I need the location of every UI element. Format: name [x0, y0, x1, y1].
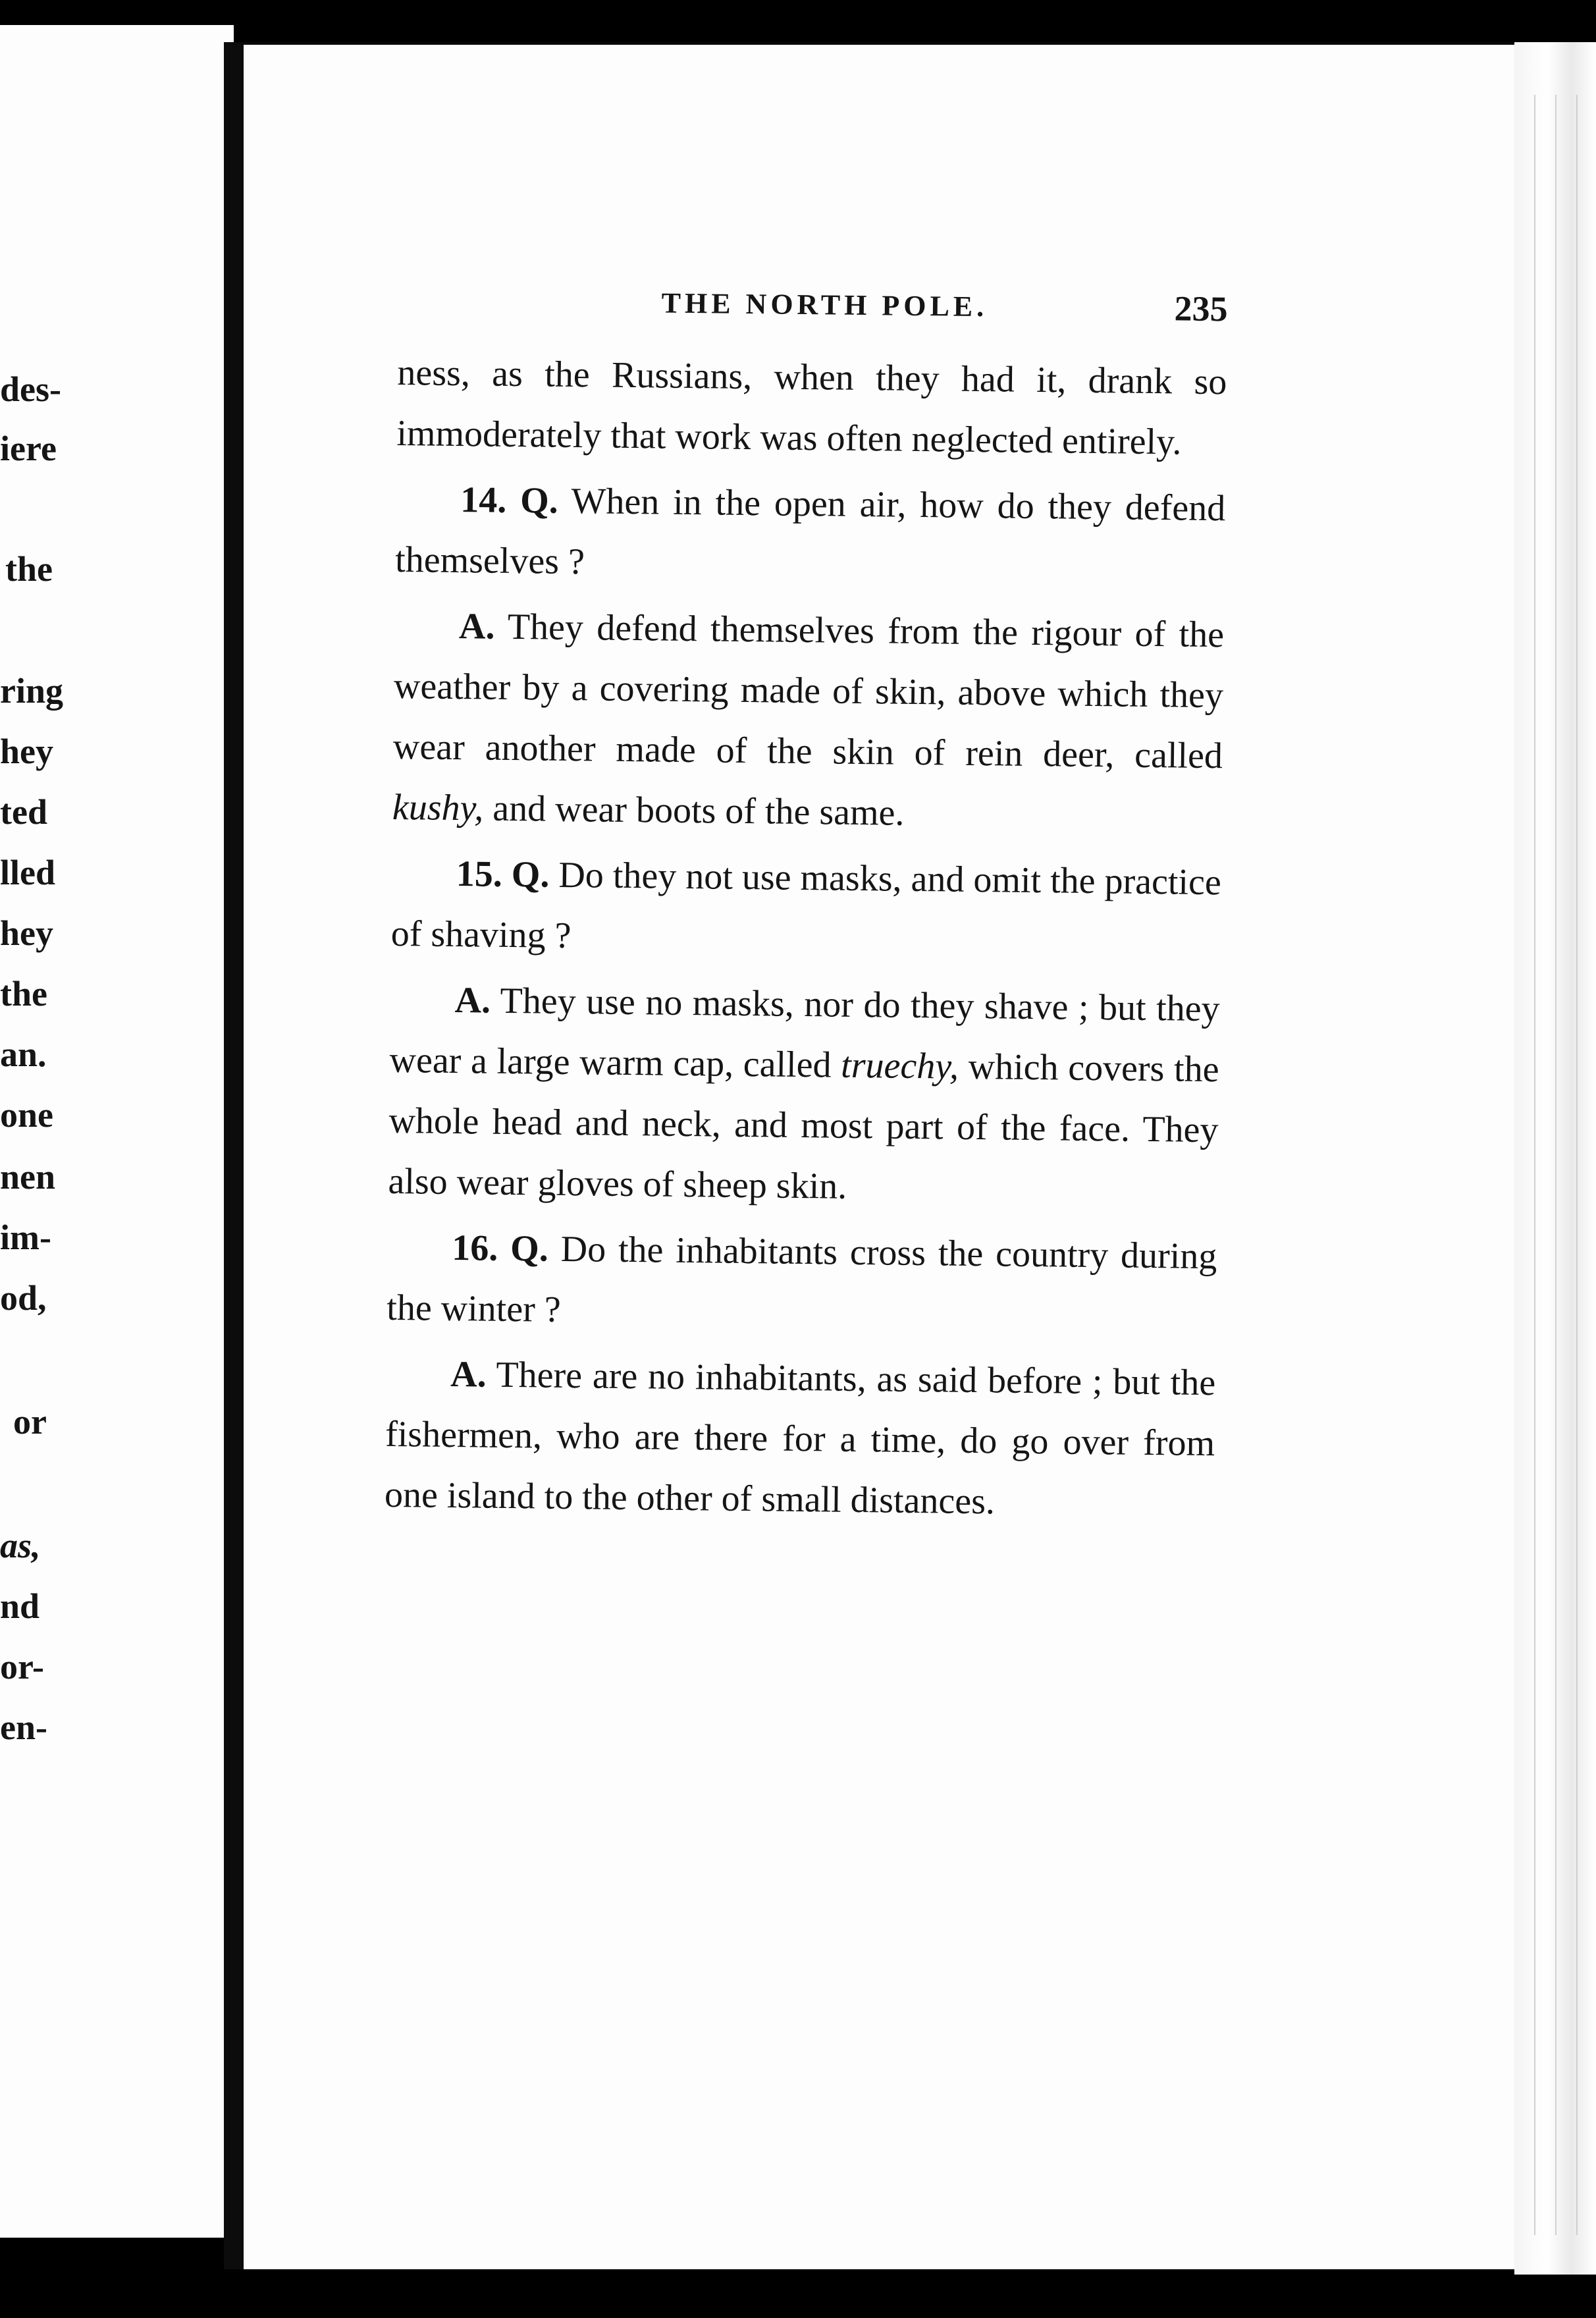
answer-label: A.: [454, 980, 491, 1021]
answer-label: A.: [450, 1354, 487, 1395]
facing-page-fragment: hey: [0, 913, 53, 953]
answer-16: [385, 1343, 1216, 1534]
question-label: 14. Q.: [460, 479, 559, 522]
facing-page-fragment: as,: [0, 1526, 41, 1565]
facing-page: [0, 25, 234, 2238]
facing-page-fragment: ring: [0, 671, 64, 711]
answer-label: A.: [458, 606, 495, 647]
facing-page-fragment: an.: [0, 1035, 47, 1074]
question-label: 15. Q.: [456, 853, 550, 896]
paragraph-continuation: ness, as the Russians, when they had it, drank so immoderately that work was often neglected entirely.: [396, 352, 1227, 463]
question-text: Do the inhabitants cross the country during the winter ?: [386, 1228, 1217, 1330]
question-16: [386, 1217, 1217, 1347]
facing-page-fragment: or-: [0, 1647, 44, 1686]
answer-14: [392, 595, 1224, 847]
italic-term: kushy,: [392, 786, 484, 829]
answer-text: There are no inhabitants, as said before ; but the fishermen, who are there for a time, do go over from one island to the other of small distances.: [384, 1354, 1216, 1523]
answer-15: [388, 969, 1220, 1221]
running-head-title: THE NORTH POLE.: [661, 286, 988, 323]
answer-text: They defend themselves from the rigour of the weather by a covering made of skin, above which they wear another made of the skin of rein deer, called: [392, 606, 1225, 777]
facing-page-fragment: or: [13, 1402, 47, 1442]
question-text: Do they not use masks, and omit the practice of shaving ?: [390, 854, 1222, 957]
facing-page-fragment: iere: [0, 429, 57, 468]
facing-page-fragment: ted: [0, 792, 47, 832]
running-head: [398, 283, 1228, 352]
facing-page-fragment: nd: [0, 1586, 40, 1626]
facing-page-fragment: en-: [0, 1708, 47, 1747]
answer-text: They use no masks, nor do they shave ; but they wear a large warm cap, called: [389, 980, 1220, 1086]
page-text: [385, 283, 1228, 1534]
question-text: When in the open air, how do they defend themselves ?: [394, 481, 1226, 583]
question-14: [395, 469, 1226, 599]
facing-page-fragment: the: [5, 549, 53, 589]
question-label: 16. Q.: [452, 1227, 549, 1270]
italic-term: truechy,: [840, 1044, 959, 1087]
facing-page-fragment: nen: [0, 1157, 56, 1197]
facing-page-fragment: od,: [0, 1278, 47, 1318]
answer-text: and wear boots of the same.: [492, 788, 905, 834]
facing-page-fragment: im-: [0, 1218, 51, 1257]
facing-page-fragment: hey: [0, 732, 53, 771]
facing-page-fragment: lled: [0, 853, 56, 892]
page-number: 235: [1174, 288, 1228, 329]
facing-page-fragment: des-: [0, 369, 61, 409]
answer-text: which covers the whole head and neck, and most part of the face. They also wear gloves of sheep skin.: [388, 1046, 1219, 1207]
facing-page-fragment: one: [0, 1095, 53, 1135]
question-15: [390, 843, 1221, 973]
facing-page-fragment: the: [0, 974, 47, 1013]
page-edges: [1514, 42, 1596, 2275]
